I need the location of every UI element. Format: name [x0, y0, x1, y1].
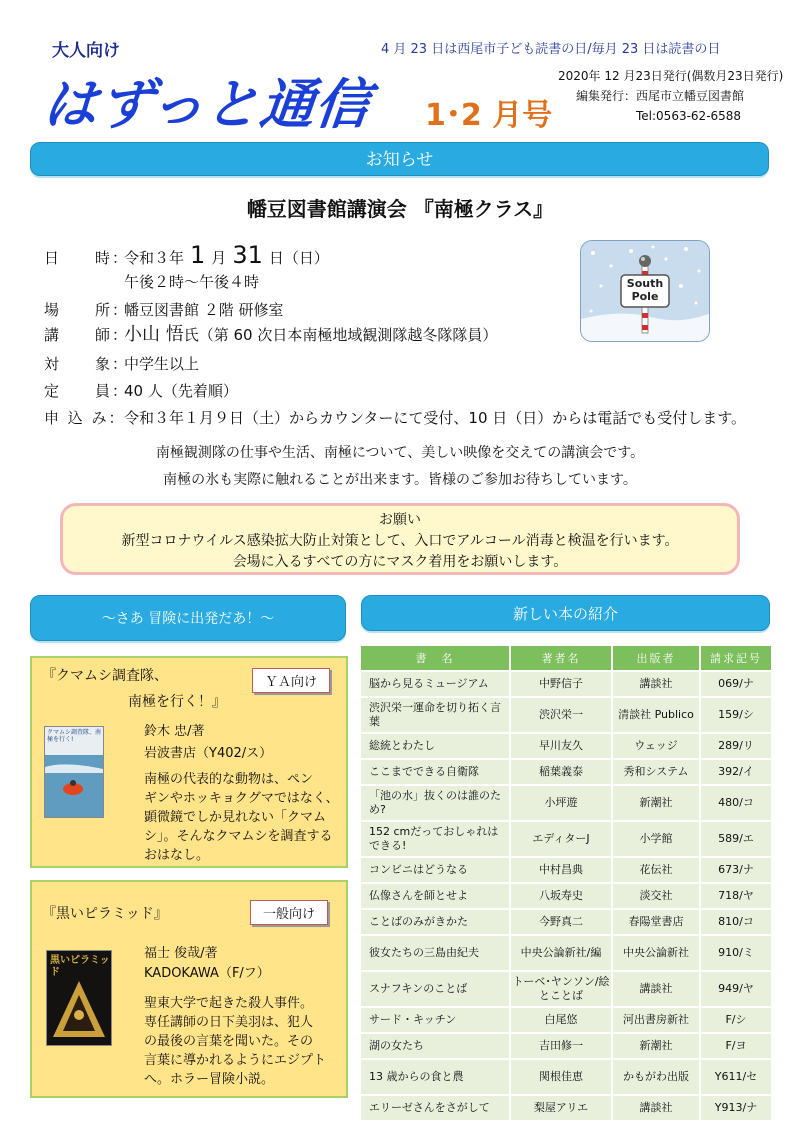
cell-author: トーベ･ヤンソン/絵とことば [511, 972, 613, 1006]
lecturer-label: 講 師： [44, 326, 130, 344]
capacity-label: 定 員： [44, 382, 130, 400]
cell-publisher: 講談社 [613, 972, 701, 1006]
pub-date: 2020年 12 月23日発行(偶数月23日発行) [558, 69, 784, 83]
cell-publisher: 新潮社 [613, 1034, 701, 1058]
col-header-author: 著者名 [511, 646, 613, 670]
event-title: 幡豆図書館講演会 『南極クラス』 [246, 197, 554, 221]
editor: 編集発行：西尾市立幡豆図書館 [576, 89, 745, 103]
book1-desc-line: ギンやホッキョクグマではなく、 [144, 791, 339, 806]
cell-callnumber: Y913/ナ [701, 1096, 771, 1120]
cell-author: 中央公論新社/編 [511, 936, 613, 970]
book2-desc-line: 言葉に導かれるようにエジプト [144, 1053, 327, 1068]
new-books-table [361, 644, 771, 1122]
cell-author: 関根佳恵 [511, 1060, 613, 1094]
masthead-title: はずっと通信 [40, 73, 374, 136]
book2-description [144, 994, 348, 1089]
apply-text: 令和３年１月９日（土）からカウンターにて受付、10 日（日）からは電話でも受付します。 [124, 409, 747, 427]
date-prefix: 令和３年 [124, 249, 185, 267]
cell-publisher: 講談社 [613, 672, 701, 696]
lecturer-suffix: 氏（第 60 次日本南極地域観測隊越冬隊隊員） [183, 326, 498, 344]
cell-title: 湖の女たち [361, 1034, 511, 1058]
sign-line-2: Pole [631, 290, 659, 303]
date-day: 31 [232, 241, 263, 269]
book1-title-2: 南極を行く！』 [128, 694, 226, 710]
book1-publisher: 岩波書店（Y402/ス） [144, 746, 273, 761]
phone: Tel:0563-62-6588 [636, 109, 742, 123]
cell-publisher: 新潮社 [613, 786, 701, 820]
cell-callnumber: 159/シ [701, 698, 771, 732]
book2-title: 『黒いピラミッド』 [42, 906, 168, 922]
cell-title: 渋沢栄一運命を切り拓く言葉 [361, 698, 511, 732]
cell-publisher: 講談社 [613, 1096, 701, 1120]
cell-author: 八坂寿史 [511, 884, 613, 908]
cell-title: スナフキンのことば [361, 972, 511, 1006]
capacity-row [44, 380, 238, 402]
request-line-1: 新型コロナウイルス感染拡大防止対策として、入口でアルコール消毒と検温を行います。 [121, 533, 679, 549]
book2-audience-tag: 一般向け [250, 900, 328, 925]
cell-author: 早川友久 [511, 734, 613, 758]
cell-title: 総統とわたし [361, 734, 511, 758]
table-row [361, 1034, 771, 1058]
cell-callnumber: 289/リ [701, 734, 771, 758]
description-line-1: 南極観測隊の仕事や生活、南極について、美しい映像を交えての講演会です。 [155, 445, 645, 461]
capacity: 40 人（先着順） [124, 382, 238, 400]
request-title: お願い [379, 512, 421, 528]
table-row [361, 786, 771, 820]
apply-label: 申 込 み： [44, 409, 126, 427]
cell-callnumber: 069/ナ [701, 672, 771, 696]
south-pole-sign [621, 277, 669, 303]
publication-info [558, 66, 783, 126]
cell-title: 152 cmだっておしゃれはできる! [361, 822, 511, 856]
table-header-row [361, 646, 771, 670]
target-label: 対 象： [44, 355, 130, 373]
new-books-banner: 新しい本の紹介 [361, 595, 770, 631]
table-row [361, 910, 771, 934]
table-row [361, 734, 771, 758]
cell-callnumber: 392/イ [701, 760, 771, 784]
adventure-banner: ～さあ 冒険に出発だあ！～ [30, 595, 346, 641]
cell-author: 白尾悠 [511, 1008, 613, 1032]
table-row [361, 936, 771, 970]
table-row [361, 698, 771, 732]
cell-publisher: 河出書房新社 [613, 1008, 701, 1032]
book1-author: 鈴木 忠/著 [144, 724, 205, 739]
book1-cover-title: クマムシ調査隊、南極を行く! [47, 729, 102, 743]
month-unit: 月 [211, 249, 227, 267]
cell-publisher: 花伝社 [613, 858, 701, 882]
cell-author: 稲葉義泰 [511, 760, 613, 784]
book2-cover [46, 950, 112, 1046]
cell-callnumber: 673/ナ [701, 858, 771, 882]
cell-author: 今野真二 [511, 910, 613, 934]
book2-cover-title: 黒いピラミッド [50, 955, 110, 978]
table-body [361, 672, 771, 1120]
cell-callnumber: 949/ヤ [701, 972, 771, 1006]
table-row [361, 1096, 771, 1120]
request-box [60, 503, 740, 575]
cell-callnumber: Y611/セ [701, 1060, 771, 1094]
audience-label: 大人向け [52, 41, 120, 61]
book2-desc-line: の最後の言葉を聞いた。その [144, 1034, 314, 1049]
cell-title: ここまでできる自衛隊 [361, 760, 511, 784]
cell-callnumber: 589/エ [701, 822, 771, 856]
book-feature-1 [30, 656, 348, 868]
book1-desc-line: 顕微鏡でしか見れない「クマム [144, 810, 327, 825]
sign-line-1: South [626, 277, 664, 290]
cell-publisher: 淡交社 [613, 884, 701, 908]
book2-publisher: KADOKAWA（F/フ） [144, 966, 270, 981]
book2-desc-line: 専任講師の日下美羽は、犯人 [144, 1015, 314, 1030]
tagline: 4 月 23 日は西尾市子ども読書の日/毎月 23 日は読書の日 [381, 42, 721, 57]
lecturer-name: 小山 悟 [124, 324, 184, 345]
cell-author: エディターJ [511, 822, 613, 856]
cell-title: サード・キッチン [361, 1008, 511, 1032]
cell-title: ことばのみがきかた [361, 910, 511, 934]
cell-title: コンビニはどうなる [361, 858, 511, 882]
place: 幡豆図書館 ２階 研修室 [124, 301, 284, 319]
request-line-2: 会場に入るすべての方にマスク着用をお願いします。 [232, 554, 568, 570]
south-pole-illustration [580, 240, 710, 342]
cell-callnumber: 480/コ [701, 786, 771, 820]
book2-author: 福士 俊哉/著 [144, 946, 218, 961]
cell-title: 仏像さんを師とせよ [361, 884, 511, 908]
event-description [0, 440, 800, 494]
apply-row [44, 407, 746, 429]
book1-description [144, 770, 348, 865]
table-row [361, 822, 771, 856]
table-row [361, 884, 771, 908]
table-row [361, 1060, 771, 1094]
cell-author: 梨屋アリエ [511, 1096, 613, 1120]
table-row [361, 972, 771, 1006]
time-row: 午後２時～午後４時 [124, 273, 260, 291]
book1-audience-tag: ＹＡ向け [252, 668, 330, 693]
table-row [361, 858, 771, 882]
cell-author: 渋沢栄一 [511, 698, 613, 732]
col-header-publisher: 出版者 [613, 646, 701, 670]
col-header-callnumber: 請求記号 [701, 646, 771, 670]
cell-publisher: かもがわ出版 [613, 1060, 701, 1094]
place-row [44, 299, 284, 321]
cell-callnumber: 810/コ [701, 910, 771, 934]
date-month: 1 [190, 241, 206, 269]
target: 中学生以上 [124, 355, 200, 373]
cell-title: 彼女たちの三島由紀夫 [361, 936, 511, 970]
cell-callnumber: F/シ [701, 1008, 771, 1032]
table-row [361, 1008, 771, 1032]
table-row [361, 760, 771, 784]
cell-author: 小坪遊 [511, 786, 613, 820]
cell-author: 吉田修一 [511, 1034, 613, 1058]
book-feature-2 [30, 880, 348, 1098]
cell-title: エリーゼさんをさがして [361, 1096, 511, 1120]
book2-desc-line: 聖東大学で起きた殺人事件。 [144, 996, 314, 1011]
target-row [44, 353, 199, 375]
book2-desc-line: へ。ホラー冒険小説。 [144, 1072, 275, 1087]
cell-author: 中野信子 [511, 672, 613, 696]
cell-publisher: 春陽堂書店 [613, 910, 701, 934]
book1-desc-line: 南極の代表的な動物は、ペン [144, 772, 314, 787]
cell-title: 「池の水」抜くのは誰のため? [361, 786, 511, 820]
cell-publisher: 清談社 Publico [613, 698, 701, 732]
day-unit: 日（日） [268, 249, 329, 267]
col-header-title: 書 名 [361, 646, 511, 670]
cell-publisher: ウェッジ [613, 734, 701, 758]
book1-desc-line: おはなし。 [144, 848, 210, 863]
issue-number: 1･2 月号 [425, 98, 553, 133]
cell-publisher: 秀和システム [613, 760, 701, 784]
cell-callnumber: F/ヨ [701, 1034, 771, 1058]
cell-title: 13 歳からの食と農 [361, 1060, 511, 1094]
cell-callnumber: 910/ミ [701, 936, 771, 970]
notice-banner: お知らせ [30, 142, 769, 176]
place-label: 場 所： [44, 301, 130, 319]
date-row [44, 241, 329, 269]
cell-publisher: 中央公論新社 [613, 936, 701, 970]
book1-cover [44, 726, 104, 818]
lecturer-row [44, 324, 497, 346]
book1-desc-line: シ」。そんなクマムシを調査する [144, 829, 333, 844]
description-line-2: 南極の氷も実際に触れることが出来ます。皆様のご参加お待ちしています。 [163, 472, 637, 488]
cell-callnumber: 718/ヤ [701, 884, 771, 908]
cell-publisher: 小学館 [613, 822, 701, 856]
cell-author: 中村昌典 [511, 858, 613, 882]
book1-title-1: 『クマムシ調査隊、 [42, 668, 168, 684]
cell-title: 脳から見るミュージアム [361, 672, 511, 696]
date-label: 日 時： [44, 249, 130, 267]
table-row [361, 672, 771, 696]
